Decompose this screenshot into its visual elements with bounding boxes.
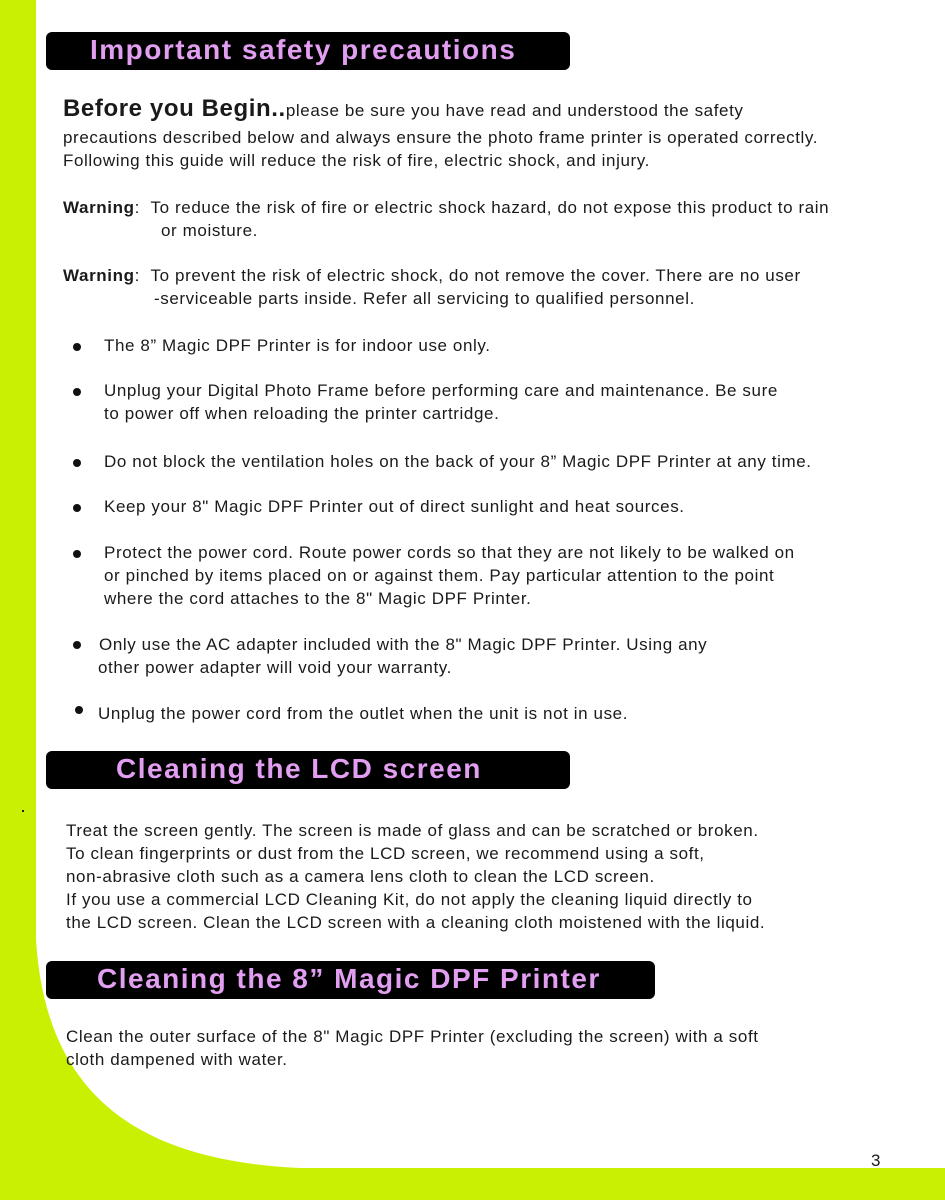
- intro-line-1: [63, 97, 744, 122]
- printer-header-bar: [46, 961, 655, 999]
- bullet-3: Do not block the ventilation holes on the back of your 8” Magic DPF Printer at any time.: [104, 452, 812, 471]
- bullet-6-line-2: other power adapter will void your warranty.: [98, 658, 452, 677]
- bullet-icon: [73, 641, 81, 649]
- warning-1: Warning: To reduce the risk of fire or electric shock hazard, do not expose this product to rain: [63, 198, 830, 217]
- bullet-1: The 8” Magic DPF Printer is for indoor use only.: [104, 336, 491, 355]
- bullet-2-line-2: to power off when reloading the printer cartridge.: [104, 404, 500, 423]
- bullet-4: Keep your 8" Magic DPF Printer out of direct sunlight and heat sources.: [104, 497, 685, 516]
- bullet-5-line-2: or pinched by items placed on or against them. Pay particular attention to the point: [104, 566, 775, 585]
- safety-header-bar: [46, 32, 570, 70]
- warning-2-line-1: To prevent the risk of electric shock, do not remove the cover. There are no user: [150, 266, 801, 285]
- bullet-5-line-1: Protect the power cord. Route power cords so that they are not likely to be walked on: [104, 543, 795, 562]
- lcd-title: Cleaning the LCD screen: [116, 753, 482, 784]
- page-number: 3: [871, 1151, 881, 1170]
- warning-label: Warning: [63, 266, 135, 285]
- bullet-5-line-3: where the cord attaches to the 8" Magic DPF Printer.: [104, 589, 532, 608]
- lcd-line-2: To clean fingerprints or dust from the LCD screen, we recommend using a soft,: [66, 844, 705, 863]
- lcd-line-1: Treat the screen gently. The screen is made of glass and can be scratched or broken.: [66, 821, 759, 840]
- bullet-icon: [73, 459, 81, 467]
- warning-label: Warning: [63, 198, 135, 217]
- warning-1-line-2: or moisture.: [161, 221, 258, 240]
- intro-line-2: precautions described below and always ensure the photo frame printer is operated correctly.: [63, 128, 819, 147]
- bullet-icon: [73, 343, 81, 351]
- before-you-begin: Before you Begin..: [63, 95, 286, 122]
- speck: [22, 810, 24, 812]
- warning-2: Warning: To prevent the risk of electric shock, do not remove the cover. There are no user: [63, 266, 801, 285]
- warning-2-line-2: -serviceable parts inside. Refer all servicing to qualified personnel.: [154, 289, 695, 308]
- bullet-icon: [73, 550, 81, 558]
- lcd-line-5: the LCD screen. Clean the LCD screen with a cleaning cloth moistened with the liquid.: [66, 913, 766, 932]
- printer-line-1: Clean the outer surface of the 8" Magic DPF Printer (excluding the screen) with a soft: [66, 1027, 759, 1046]
- lcd-line-4: If you use a commercial LCD Cleaning Kit, do not apply the cleaning liquid directly to: [66, 890, 753, 909]
- bullet-icon: [75, 706, 83, 714]
- printer-line-2: cloth dampened with water.: [66, 1050, 288, 1069]
- bullet-icon: [73, 504, 81, 512]
- safety-title: Important safety precautions: [90, 34, 517, 65]
- intro-text-1: please be sure you have read and understood the safety: [285, 101, 744, 120]
- lcd-header-bar: [46, 751, 570, 789]
- bullet-icon: [73, 388, 81, 396]
- printer-title: Cleaning the 8” Magic DPF Printer: [97, 963, 601, 994]
- bullet-7: Unplug the power cord from the outlet when the unit is not in use.: [98, 704, 629, 723]
- bullet-2-line-1: Unplug your Digital Photo Frame before performing care and maintenance. Be sure: [104, 381, 778, 400]
- bullet-6-line-1: Only use the AC adapter included with the 8" Magic DPF Printer. Using any: [99, 635, 708, 654]
- warning-1-line-1: To reduce the risk of fire or electric shock hazard, do not expose this product to rain: [150, 198, 830, 217]
- intro-line-3: Following this guide will reduce the risk of fire, electric shock, and injury.: [63, 151, 650, 170]
- lcd-line-3: non-abrasive cloth such as a camera lens cloth to clean the LCD screen.: [66, 867, 655, 886]
